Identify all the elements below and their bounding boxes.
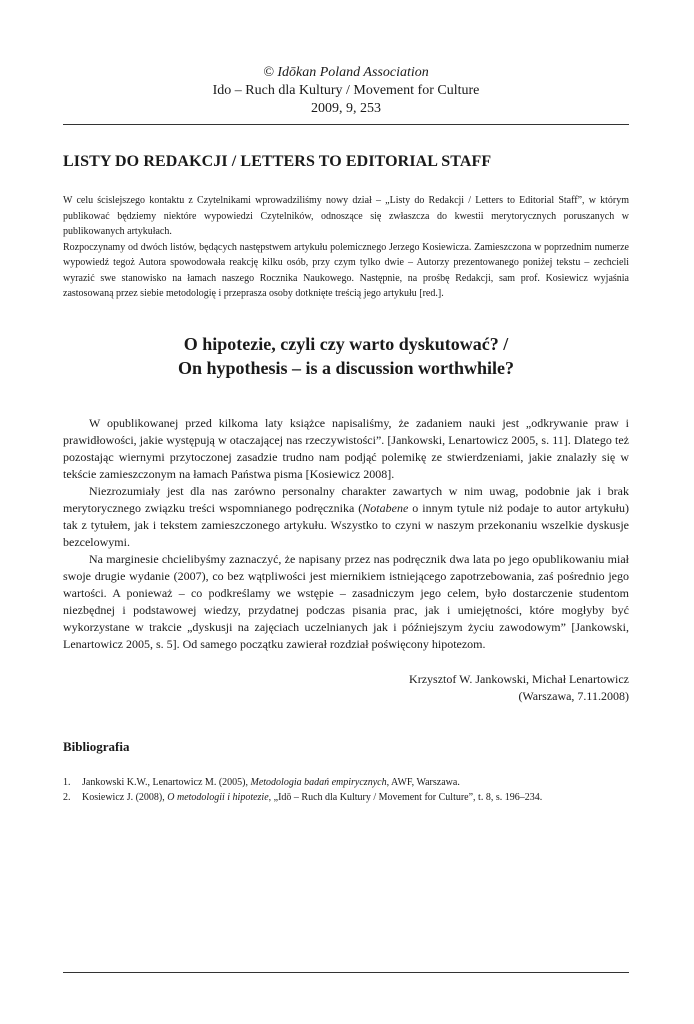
issue-info: 2009, 9, 253 — [311, 101, 381, 116]
header-divider — [63, 124, 629, 125]
body-emphasis: Notabene — [362, 500, 409, 515]
article-title-polish: O hipotezie, czyli czy warto dyskutować? / — [183, 333, 509, 354]
signature — [63, 671, 629, 705]
intro-paragraph: Rozpoczynamy od dwóch listów, będących następstwem artykułu polemicznego Jerzego Kosiewicza. Zamieszczona w poprzednim numerze wypowiedź tegoż Autora spowodowała reakcję kilku osób, przy czym tylko dwie – Autorzy prezentowanego poniżej tekstu – zechcieli wyrazić swe stanowisko na łamach naszego Rocznika Naukowego. Następnie, na prośbę Redakcji, sam prof. Kosiewicz wyjaśnia zastosowaną przez siebie metodologię i przeprasza osoby dotknięte treścią jego artykułu [red.]. — [63, 241, 629, 299]
bibliography-item — [63, 775, 629, 791]
article-body — [63, 415, 629, 653]
bibliography-title: Bibliografia — [63, 738, 130, 754]
signature-place-date: (Warszawa, 7.11.2008) — [518, 688, 629, 703]
signature-authors: Krzysztof W. Jankowski, Michał Lenartowicz — [409, 671, 629, 686]
intro-paragraph: W celu ścislejszego kontaktu z Czytelnikami wprowadziliśmy nowy dział – „Listy do Redakcji / Letters to Editorial Staff”, w którym publikować będziemy niektóre wypowiedzi Czytelników, odnoszące się zwłaszcza do kwestii merytorycznych poruszanych w publikowanych artykułach. — [63, 195, 629, 237]
article-title — [63, 332, 629, 380]
footer-divider — [63, 972, 629, 973]
bibliography-list — [63, 775, 629, 806]
body-text: o innym tytule niż podaje to autor artykułu) tak z tytułem, jak i tekstem zamieszczonego artykułu. Wszystko to czyni w naszym przekonaniu wszelkie dyskusje bezcelowymi. — [63, 500, 629, 549]
ref-authors: Kosiewicz J. (2008), — [82, 792, 168, 803]
bibliography-number: 2. — [63, 792, 71, 803]
article-title-english: On hypothesis – is a discussion worthwhile? — [177, 357, 515, 378]
body-paragraph: Na marginesie chcielibyśmy zaznaczyć, że napisany przez nas podręcznik dwa lata po jego opublikowaniu miał swoje drugie wydanie (2007), co bez wątpliwości jest miernikiem istniejącego zapotrzebowania, zaś pośrednio jego wartości. A ponieważ – co podkreślamy we wstępie – zasadniczym jego celem, było dostarczenie studentom niezbędnej i podstawowej wiedzy, przydatnej podczas pisania prac, jak i umiejętności, które mogłyby być wykorzystane w trakcie „dyskusji na zajęciach uczelnianych jak i późniejszym życiu zawodowym” [Jankowski, Lenartowicz 2005, s. 5]. Od samego początku zawierał rozdział poświęcony hipotezom. — [63, 551, 629, 651]
editorial-intro — [63, 193, 629, 302]
ref-authors: Jankowski K.W., Lenartowicz M. (2005), — [82, 776, 251, 788]
bibliography-item — [63, 790, 629, 806]
body-paragraph — [63, 483, 629, 551]
body-paragraph: W opublikowanej przed kilkoma laty książce napisaliśmy, że zadaniem nauki jest „odkrywanie praw i prawidłowości, jakie występują w otaczającej nas rzeczywistości”. [Jankowski, Lenartowicz 2005, s. 11]. Dlatego też pozostając wiernymi przytoczonej zasadzie trudno nam podjąć polemikę ze stwierdzeniami, jakie znalazły się w tekście zamieszczonym na łamach Państwa pisma [Kosiewicz 2008]. — [63, 415, 629, 481]
bibliography-text — [82, 775, 460, 791]
bibliography-text — [82, 790, 542, 806]
section-title: LISTY DO REDAKCJI / LETTERS TO EDITORIAL STAFF — [63, 153, 492, 170]
ref-title: Metodologia badań empirycznych — [250, 776, 387, 788]
body-text: Niezrozumiały jest dla nas zarówno personalny charakter zawartych w nim uwag, podobnie jak i brak merytorycznego związku treści wspomnianego podręcznika ( — [63, 483, 629, 515]
copyright-line: © Idōkan Poland Association — [263, 65, 429, 80]
page — [63, 0, 629, 816]
bibliography-number: 1. — [63, 776, 71, 788]
journal-name: Ido – Ruch dla Kultury / Movement for Culture — [212, 83, 480, 98]
ref-title: O metodologii i hipotezie — [167, 792, 269, 803]
ref-publisher: , „Idō – Ruch dla Kultury / Movement for Culture”, t. 8, s. 196–234. — [268, 792, 543, 803]
journal-header — [63, 0, 629, 118]
ref-publisher: , AWF, Warszawa. — [386, 776, 460, 788]
